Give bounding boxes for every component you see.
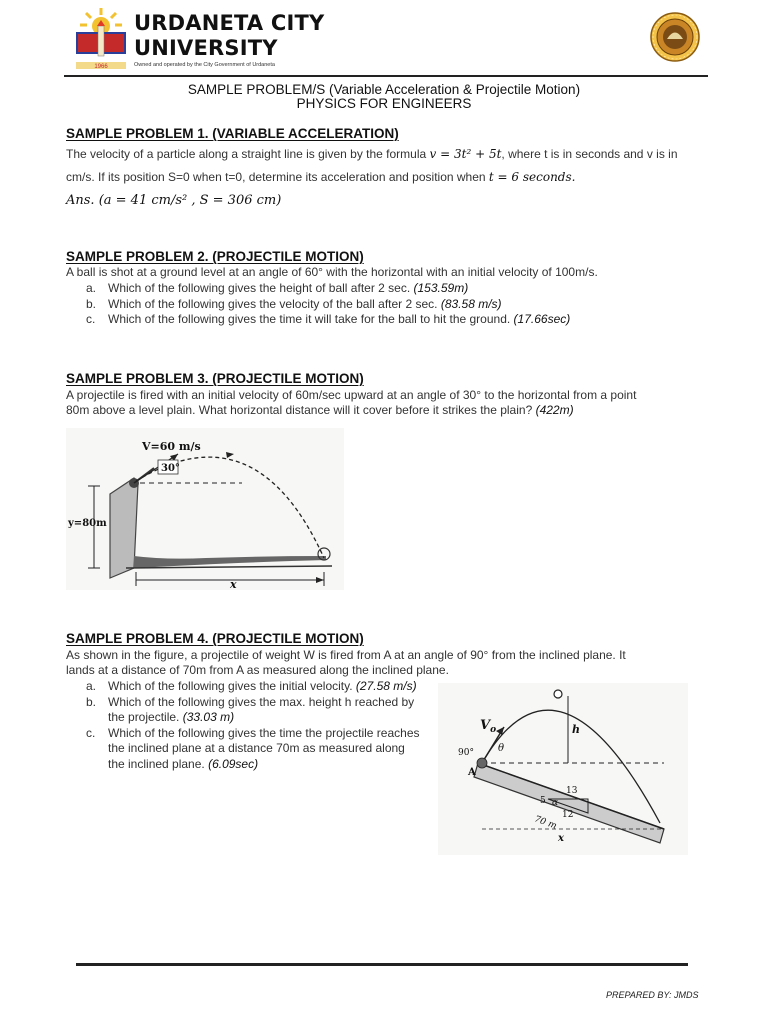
list-item: c. Which of the following gives the time it will take for the ball to hit the ground. (17.66sec): [86, 312, 571, 326]
document-subtitle: PHYSICS FOR ENGINEERS: [296, 96, 472, 111]
university-name-line1: URDANETA CITY: [134, 11, 325, 35]
problem1-line1: [66, 147, 706, 162]
x-label: x: [558, 833, 564, 844]
height-label: y=80m: [68, 518, 107, 529]
velocity-label: V=60 m/s: [142, 440, 201, 453]
angle90-label: 90°: [458, 748, 474, 758]
problem1-text-a: The velocity of a particle along a straight line is given by the formula: [66, 147, 430, 161]
problem1-text-b: , where t is in seconds and v is in: [501, 147, 678, 161]
list-item: b. Which of the following gives the velocity of the ball after 2 sec. (83.58 m/s): [86, 296, 502, 311]
problem1-formula: v = 3t² + 5t: [429, 147, 502, 161]
logo-year: 1966: [94, 64, 108, 70]
problem3-line2: 80m above a level plain. What horizontal distance will it cover before it strikes the plain? (422m): [66, 403, 574, 417]
list-item: b. Which of the following gives the max. height h reached by: [86, 694, 415, 709]
problem1-text-c: cm/s. If its position S=0 when t=0, determine its acceleration and position when: [66, 170, 489, 184]
point-a-label: A: [468, 767, 476, 778]
problem3-heading: SAMPLE PROBLEM 3. (PROJECTILE MOTION): [66, 371, 364, 386]
list-item-continuation: the inclined plane. (6.09sec): [108, 756, 259, 771]
problem3-line1: A projectile is fired with an initial velocity of 60m/sec upward at an angle of 30° to the horizontal from a point: [66, 388, 637, 402]
list-item-continuation: the inclined plane at a distance 70m as measured along: [108, 741, 405, 755]
problem2-list: [86, 281, 570, 328]
document-title: SAMPLE PROBLEM/S (Variable Acceleration & Projectile Motion): [187, 82, 581, 97]
list-item-continuation: the projectile. (33.03 m): [108, 710, 235, 724]
prepared-by: PREPARED BY: JMDS: [606, 990, 699, 1000]
city-seal-logo: [650, 12, 700, 62]
problem2-intro: A ball is shot at a ground level at an angle of 60° with the horizontal with an initial velocity of 100m/s.: [66, 265, 598, 279]
footer-divider: [76, 963, 688, 966]
inclined-plane-figure: [438, 683, 688, 855]
cliff-projectile-figure: [66, 428, 344, 590]
problem4-heading: SAMPLE PROBLEM 4. (PROJECTILE MOTION): [66, 631, 364, 646]
list-item: a. Which of the following gives the height of ball after 2 sec. (153.59m): [86, 281, 469, 295]
slope-12-label: 12: [562, 810, 574, 820]
problem4-line1: As shown in the figure, a projectile of weight W is fired from A at an angle of 90° from the inclined plane. It: [66, 648, 626, 662]
v0-label: $V_o$: [480, 718, 497, 735]
theta-label: θ: [498, 743, 505, 754]
slope-13-label: 13: [566, 786, 578, 796]
angle-label: 30°: [161, 463, 180, 474]
distance-70m-label: 70 m: [532, 814, 558, 832]
university-name-line2: UNIVERSITY: [134, 36, 278, 60]
problem4-list: [86, 679, 420, 772]
header-divider: [64, 75, 708, 77]
h-label: h: [572, 723, 580, 736]
problem1-when: t = 6 seconds.: [488, 170, 576, 184]
problem1-line2: [66, 170, 706, 185]
university-name: [134, 11, 324, 61]
problem1-heading: SAMPLE PROBLEM 1. (VARIABLE ACCELERATION): [66, 126, 399, 141]
slope-5-label: 5: [540, 796, 546, 806]
list-item: c. Which of the following gives the time the projectile reaches: [86, 725, 420, 740]
distance-label: x: [230, 578, 237, 590]
alpha-label: α: [552, 798, 559, 808]
list-item: a. Which of the following gives the initial velocity. (27.58 m/s): [86, 679, 417, 693]
university-logo: [72, 6, 130, 70]
problem3-answer: (422m): [535, 403, 574, 417]
problem1-answer: Ans. (a = 41 cm/s² , S = 306 cm): [66, 193, 282, 208]
problem4-line2: lands at a distance of 70m from A as measured along the inclined plane.: [66, 663, 449, 677]
tagline: Owned and operated by the City Government of Urdaneta: [134, 62, 275, 68]
problem2-heading: SAMPLE PROBLEM 2. (PROJECTILE MOTION): [66, 249, 364, 264]
